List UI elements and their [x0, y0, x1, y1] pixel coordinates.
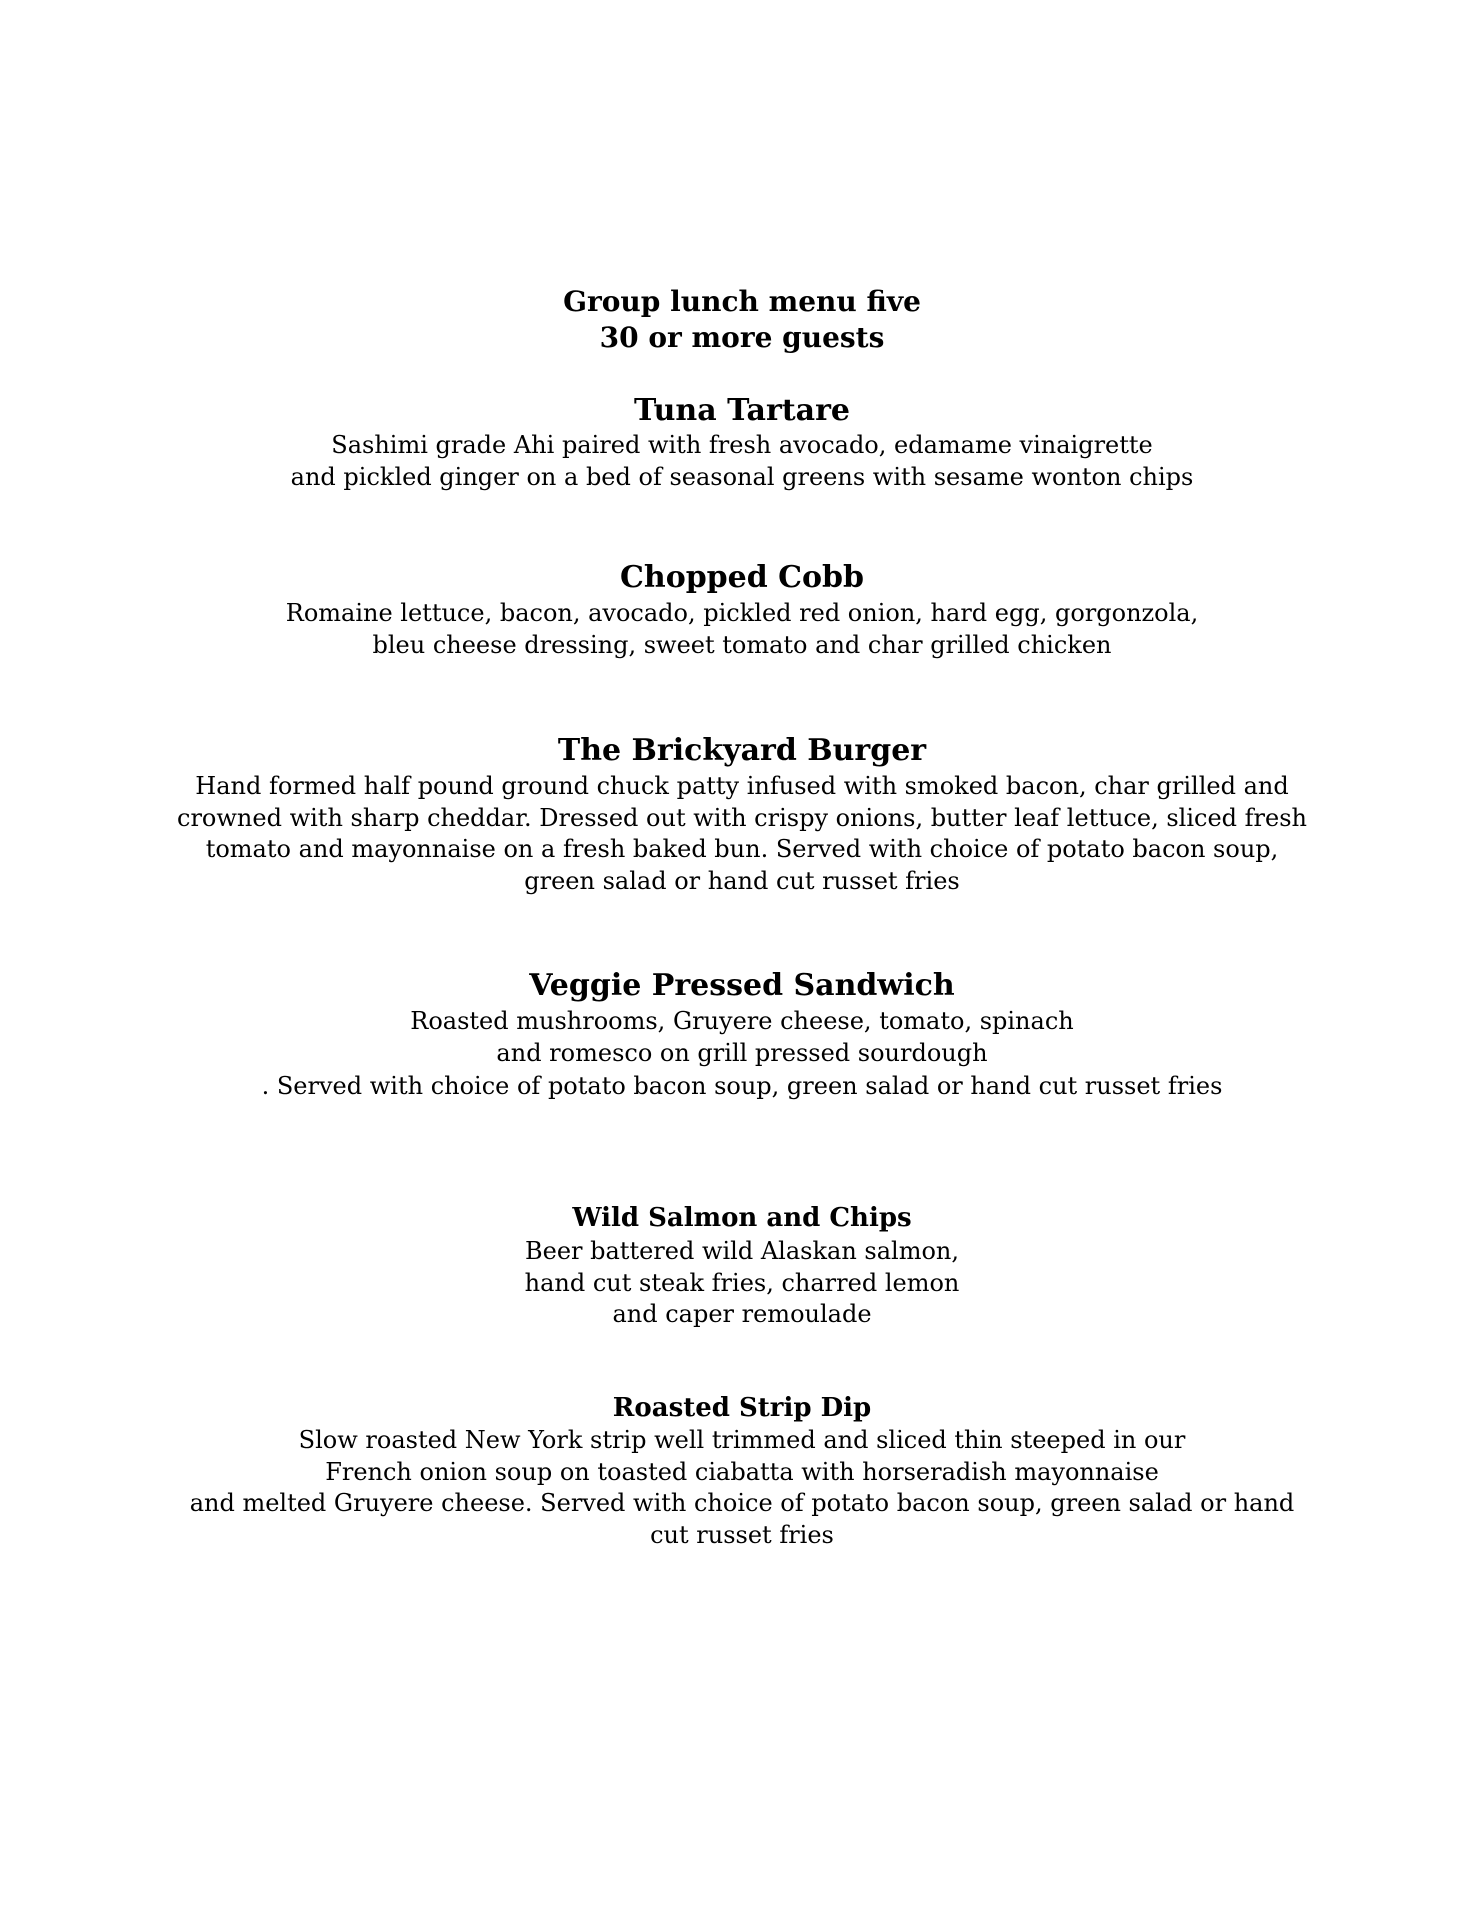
description-line: Romaine lettuce, bacon, avocado, pickled red onion, hard egg, gorgonzola,: [285, 599, 1199, 627]
item-description-roasted-strip-dip: [0, 1425, 1484, 1551]
description-line: Sashimi grade Ahi paired with fresh avocado, edamame vinaigrette: [331, 431, 1153, 459]
item-name-brickyard-burger: The Brickyard Burger: [557, 733, 927, 768]
description-line: and melted Gruyere cheese. Served with choice of potato bacon soup, green salad or hand: [189, 1489, 1295, 1517]
menu-title: Group lunch menu five: [563, 285, 921, 318]
item-name-chopped-cobb: Chopped Cobb: [620, 560, 864, 595]
description-line: bleu cheese dressing, sweet tomato and char grilled chicken: [372, 630, 1112, 659]
description-line: . Served with choice of potato bacon soup, green salad or hand cut russet fries: [261, 1072, 1223, 1100]
description-line: Beer battered wild Alaskan salmon,: [524, 1237, 960, 1265]
description-line: and romesco on grill pressed sourdough: [496, 1038, 988, 1067]
item-description-tuna-tartare: [0, 430, 1484, 493]
description-line: tomato and mayonnaise on a fresh baked bun. Served with choice of potato bacon soup,: [205, 835, 1279, 863]
description-line: and caper remoulade: [612, 1300, 872, 1328]
item-name-roasted-strip-dip: Roasted Strip Dip: [612, 1393, 872, 1423]
description-line: green salad or hand cut russet fries: [524, 866, 960, 895]
description-line: cut russet fries: [650, 1520, 834, 1549]
description-line: hand cut steak fries, charred lemon: [524, 1268, 960, 1297]
description-line: Roasted mushrooms, Gruyere cheese, tomato, spinach: [410, 1007, 1074, 1035]
description-line: Hand formed half pound ground chuck patty infused with smoked bacon, char grilled and: [195, 772, 1289, 800]
item-description-wild-salmon-and-chips: [0, 1236, 1484, 1331]
description-line: and pickled ginger on a bed of seasonal greens with sesame wonton chips: [290, 462, 1194, 491]
menu-subtitle: 30 or more guests: [599, 321, 885, 354]
item-name-wild-salmon-and-chips: Wild Salmon and Chips: [572, 1203, 912, 1233]
item-description-veggie-pressed-sandwich: [0, 1006, 1484, 1103]
description-line: crowned with sharp cheddar. Dressed out with crispy onions, butter leaf lettuce, sliced fresh: [177, 803, 1307, 832]
item-description-chopped-cobb: [0, 598, 1484, 661]
item-name-tuna-tartare: Tuna Tartare: [634, 393, 850, 428]
description-line: Slow roasted New York strip well trimmed and sliced thin steeped in our: [298, 1426, 1186, 1454]
description-line: French onion soup on toasted ciabatta with horseradish mayonnaise: [325, 1457, 1159, 1486]
item-name-veggie-pressed-sandwich: Veggie Pressed Sandwich: [529, 968, 955, 1003]
item-description-brickyard-burger: [0, 771, 1484, 897]
